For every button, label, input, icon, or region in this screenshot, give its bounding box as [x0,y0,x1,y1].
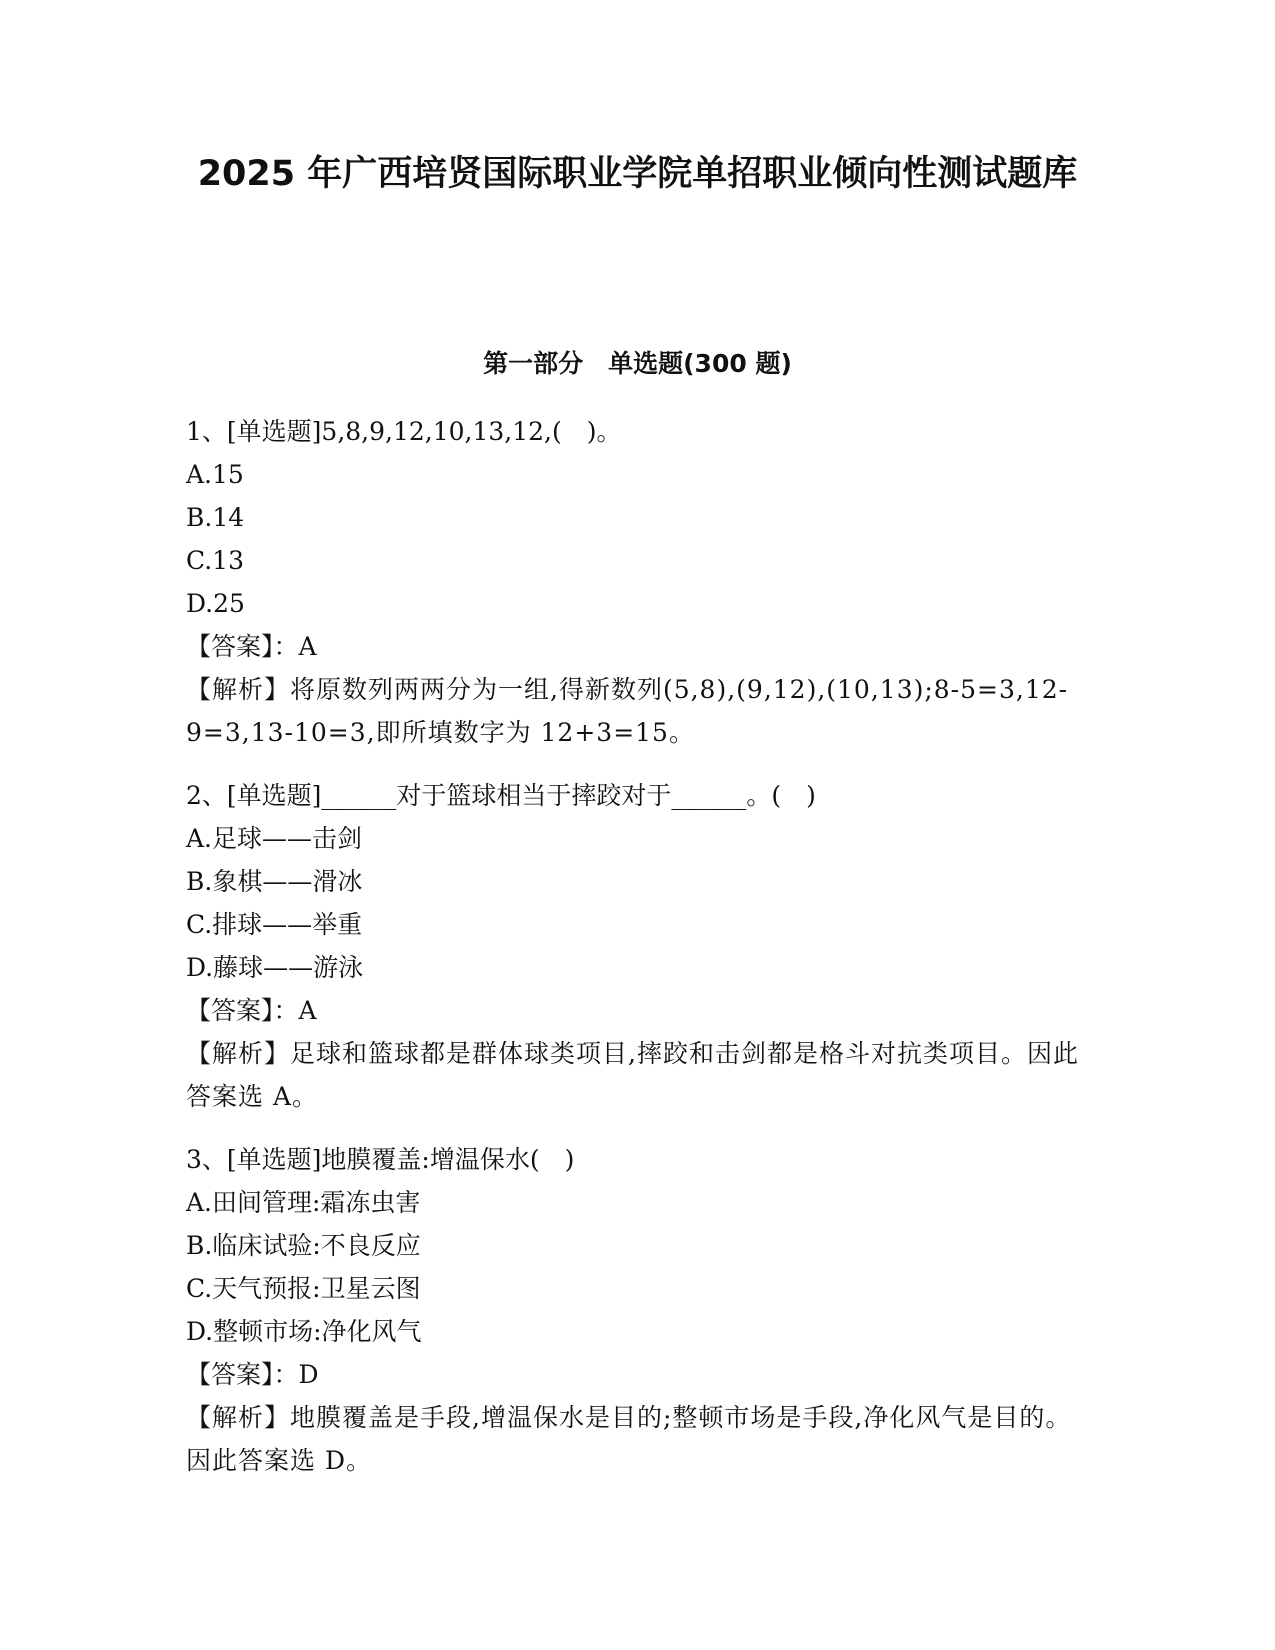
option-a: A.足球——击剑 [186,824,363,853]
option-b: B.14 [186,503,245,532]
option-c: C.13 [186,546,244,575]
question-item-3 [186,1138,1081,1482]
answer: 【答案】：A [186,632,317,661]
document-title: 2025 年广西培贤国际职业学院单招职业倾向性测试题库 [197,154,1078,194]
question-stem: 1、[单选题]5,8,9,12,10,13,12,( )。 [186,417,622,446]
option-d: D.藤球——游泳 [186,953,364,982]
explanation: 【解析】将原数列两两分为一组,得新数列(5,8),(9,12),(10,13);8-5=3,12-9=3,13-10=3,即所填数字为 12+3=15。 [186,675,1069,747]
answer: 【答案】：D [186,1360,319,1389]
option-a: A.田间管理:霜冻虫害 [186,1188,421,1217]
question-item-1 [186,410,1081,754]
explanation: 【解析】地膜覆盖是手段,增温保水是目的;整顿市场是手段,净化风气是目的。因此答案选 D。 [186,1403,1072,1475]
question-stem: 2、[单选题]______对于篮球相当于摔跤对于______。( ) [186,781,816,810]
option-c: C.天气预报:卫星云图 [186,1274,421,1303]
option-a: A.15 [186,460,244,489]
option-d: D.整顿市场:净化风气 [186,1317,422,1346]
option-c: C.排球——举重 [186,910,363,939]
question-item-2 [186,774,1081,1118]
explanation: 【解析】足球和篮球都是群体球类项目,摔跤和击剑都是格斗对抗类项目。因此答案选 A。 [186,1039,1079,1111]
option-d: D.25 [186,589,245,618]
question-list [186,410,1081,1502]
section-heading: 第一部分 单选题(300 题) [483,349,792,378]
option-b: B.象棋——滑冰 [186,867,363,896]
question-stem: 3、[单选题]地膜覆盖:增温保水( ) [186,1145,575,1174]
option-b: B.临床试验:不良反应 [186,1231,421,1260]
answer: 【答案】：A [186,996,317,1025]
